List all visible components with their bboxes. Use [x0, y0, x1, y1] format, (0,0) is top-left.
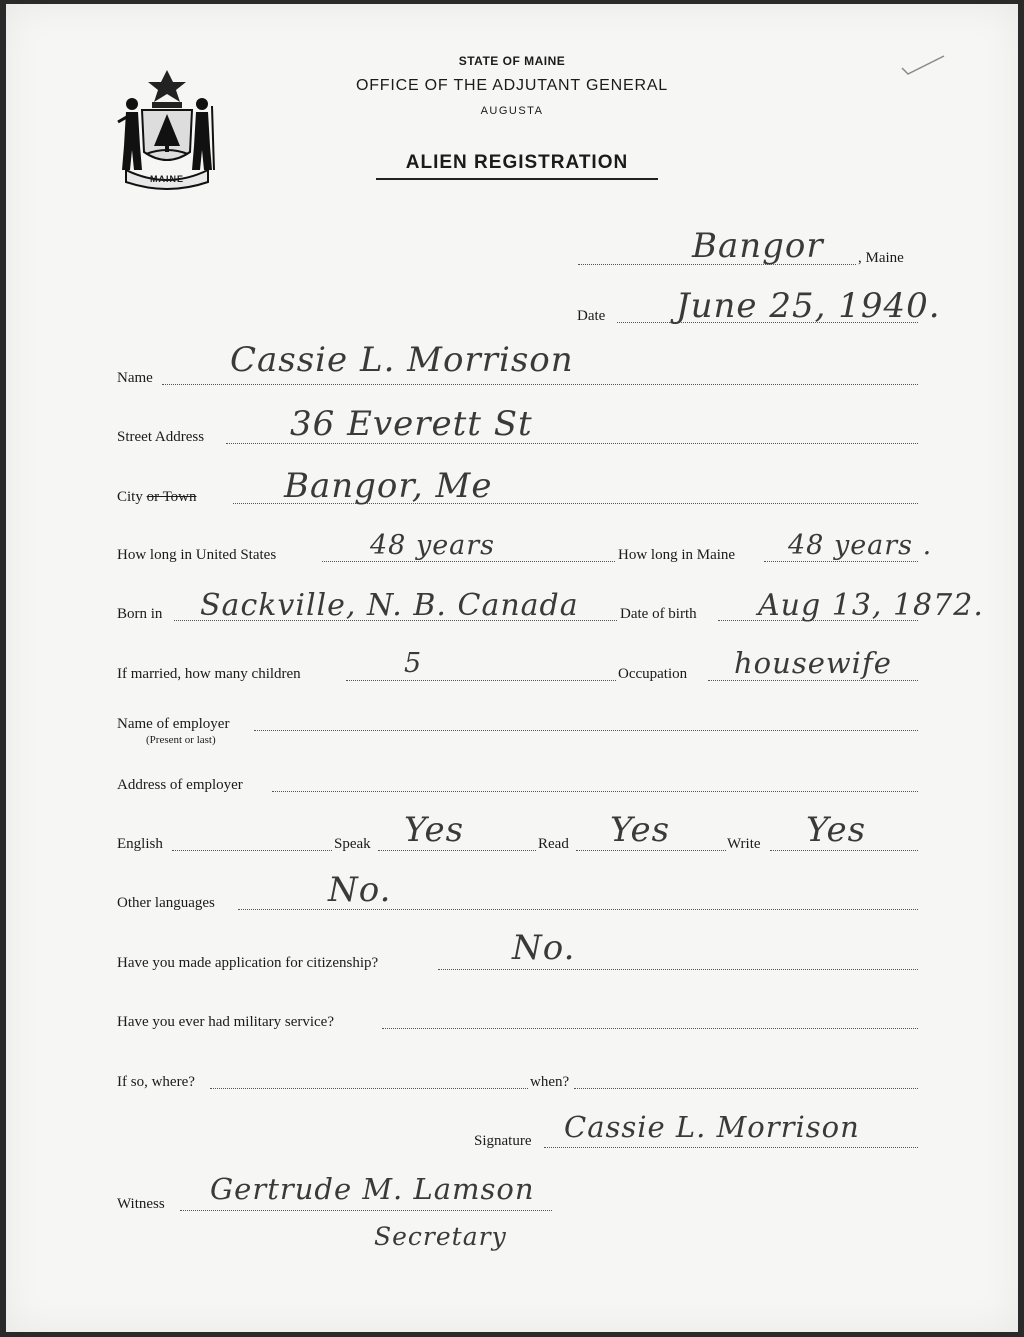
read-line: [576, 850, 726, 851]
witness-line: [180, 1210, 552, 1211]
military-field[interactable]: [382, 1028, 918, 1029]
military-label: Have you ever had military service?: [117, 1014, 334, 1030]
speak-label: Speak: [334, 836, 371, 852]
citizenship-field[interactable]: No.: [512, 928, 576, 968]
form-title: ALIEN REGISTRATION: [376, 152, 658, 180]
city-field[interactable]: Bangor, Me: [284, 466, 493, 506]
how-long-maine-label: How long in Maine: [618, 547, 736, 563]
citizenship-line: [438, 969, 918, 970]
state-heading: STATE OF MAINE: [458, 54, 566, 68]
how-long-us-line: [322, 561, 615, 562]
english-line: [172, 850, 332, 851]
street-field[interactable]: 36 Everett St: [290, 404, 533, 444]
other-languages-field[interactable]: No.: [328, 870, 392, 910]
read-label: Read: [538, 836, 569, 852]
employer-name-label: Name of employer: [117, 716, 230, 732]
place-suffix: , Maine: [858, 250, 904, 266]
occupation-label: Occupation: [618, 666, 688, 682]
seal-banner-text: MAINE: [150, 174, 184, 184]
signature-line: [544, 1147, 918, 1148]
citizenship-label: Have you made application for citizenship?: [117, 955, 379, 971]
signature-field[interactable]: Cassie L. Morrison: [564, 1110, 860, 1144]
born-in-label: Born in: [117, 606, 163, 622]
date-label: Date: [577, 308, 606, 324]
other-languages-label: Other languages: [117, 895, 215, 911]
born-in-field[interactable]: Sackville, N. B. Canada: [200, 588, 579, 623]
employer-address-field[interactable]: [272, 791, 918, 792]
street-label: Street Address: [117, 429, 205, 445]
children-label: If married, how many children: [117, 666, 301, 682]
signature-label: Signature: [474, 1133, 532, 1149]
date-field[interactable]: June 25, 1940.: [676, 286, 941, 326]
write-line: [770, 850, 918, 851]
witness-title: Secretary: [374, 1222, 507, 1251]
when-label: when?: [530, 1074, 570, 1090]
city-label-b: or Town: [146, 489, 197, 505]
how-long-us-field[interactable]: 48 years: [370, 530, 496, 561]
write-label: Write: [727, 836, 761, 852]
city-label-a: City: [117, 489, 147, 505]
place-field[interactable]: Bangor: [692, 226, 824, 266]
when-field[interactable]: [574, 1088, 918, 1089]
read-field[interactable]: Yes: [610, 810, 671, 850]
how-long-maine-field[interactable]: 48 years .: [788, 530, 933, 561]
name-field[interactable]: Cassie L. Morrison: [230, 340, 574, 380]
speak-line: [378, 850, 536, 851]
where-label: If so, where?: [117, 1074, 195, 1090]
witness-field[interactable]: Gertrude M. Lamson: [210, 1172, 535, 1206]
dob-label: Date of birth: [620, 606, 697, 622]
english-label: English: [117, 836, 163, 852]
write-field[interactable]: Yes: [806, 810, 867, 850]
where-field[interactable]: [210, 1088, 528, 1089]
children-line: [346, 680, 616, 681]
name-line: [162, 384, 918, 385]
city-heading: AUGUSTA: [480, 105, 544, 117]
employer-name-field[interactable]: [254, 730, 918, 731]
occupation-line: [708, 680, 918, 681]
office-heading: OFFICE OF THE ADJUTANT GENERAL: [355, 77, 669, 94]
occupation-field[interactable]: housewife: [734, 646, 892, 680]
speak-field[interactable]: Yes: [404, 810, 465, 850]
how-long-maine-line: [764, 561, 918, 562]
children-field[interactable]: 5: [404, 648, 423, 679]
how-long-us-label: How long in United States: [117, 547, 277, 563]
witness-label: Witness: [117, 1196, 165, 1212]
employer-address-label: Address of employer: [117, 777, 243, 793]
employer-name-sublabel: (Present or last): [146, 734, 216, 746]
name-label: Name: [117, 370, 153, 386]
dob-field[interactable]: Aug 13, 1872.: [758, 588, 984, 623]
city-label: [117, 489, 197, 506]
